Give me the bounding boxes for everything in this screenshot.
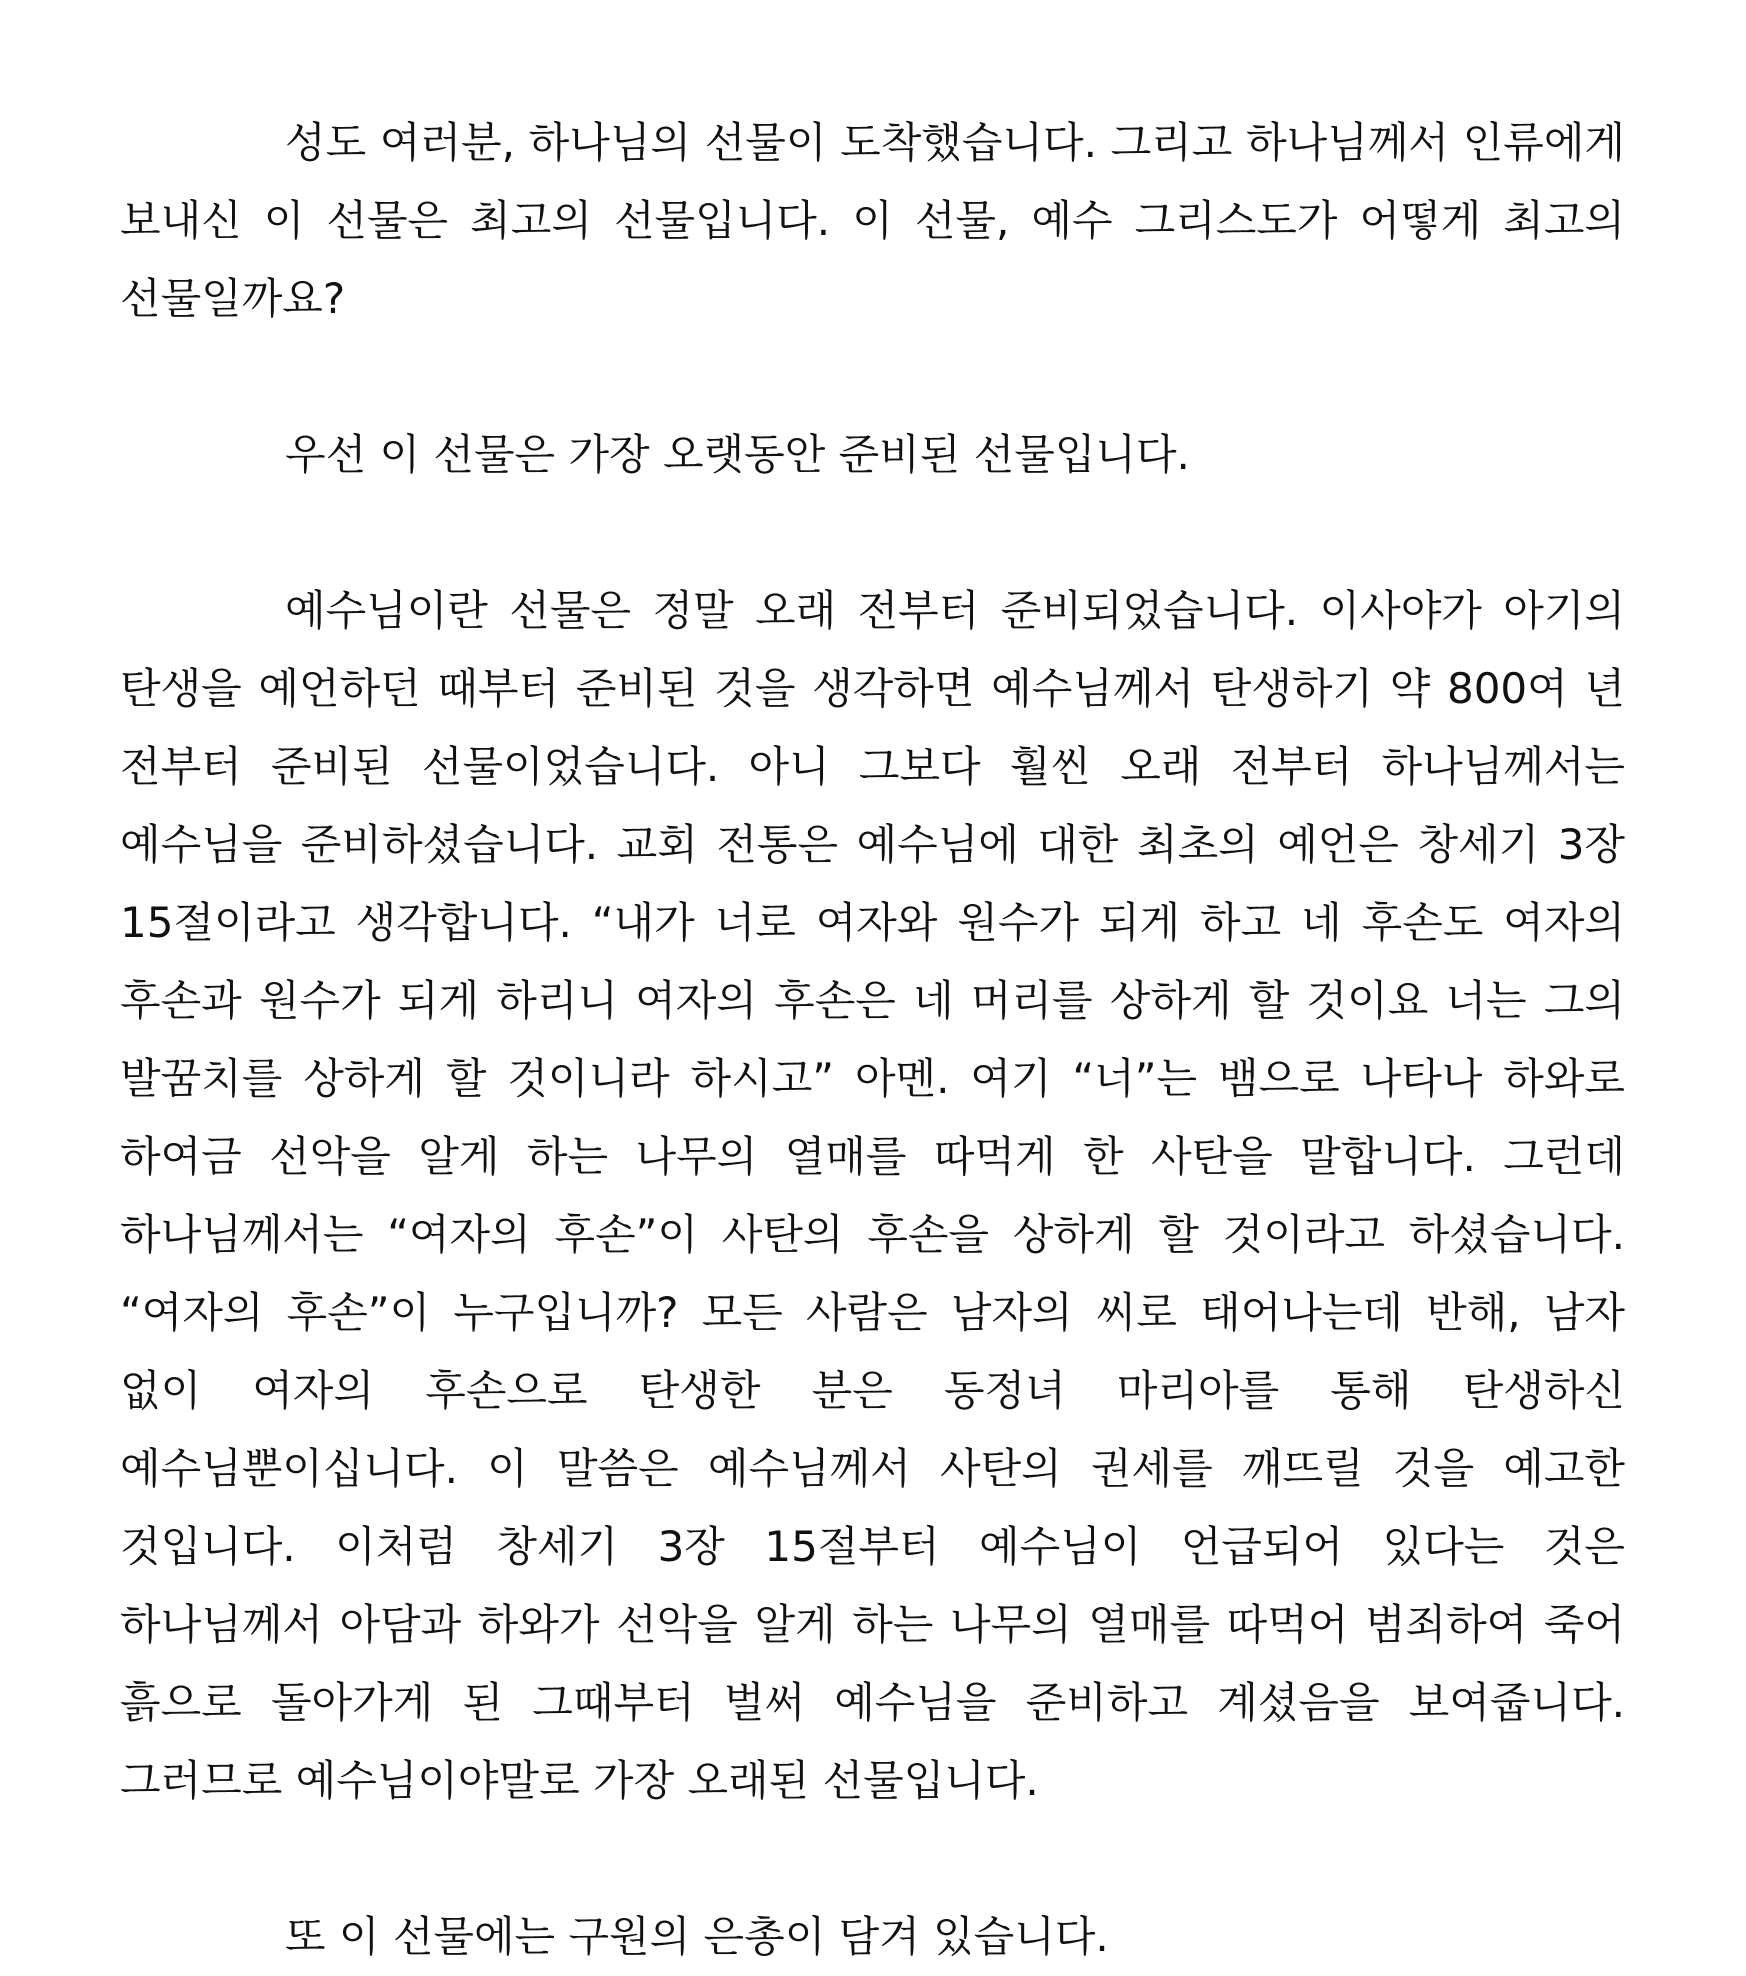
paragraph-second-point: 또 이 선물에는 구원의 은총이 담겨 있습니다. (285, 1912, 1109, 1961)
paragraph-first-point: 우선 이 선물은 가장 오랫동안 준비된 선물입니다. (285, 430, 1190, 479)
document-body (120, 104, 1625, 1976)
paragraph-prophecy: 예수님이란 선물은 정말 오래 전부터 준비되었습니다. 이사야가 아기의 탄생을 예언하던 때부터 준비된 것을 생각하면 예수님께서 탄생하기 약 800여 년 전부터 준비된 선물이었습니다. 아니 그보다 훨씬 오래 전부터 하나님께서는 예수님을 준비하셨습니다. 교회 전통은 예수님에 대한 최초의 예언은 창세기 3장 15절이라고 생각합니다. “내가 너로 여자와 원수가 되게 하고 네 후손도 여자의 후손과 원수가 되게 하리니 여자의 후손은 네 머리를 상하게 할 것이요 너는 그의 발꿈치를 상하게 할 것이니라 하시고” 아멘. 여기 “너”는 뱀으로 나타나 하와로 하여금 선악을 알게 하는 나무의 열매를 따먹게 한 사탄을 말합니다. 그런데 하나님께서는 “여자의 후손”이 사탄의 후손을 상하게 할 것이라고 하셨습니다. “여자의 후손”이 누구입니까? 모든 사람은 남자의 씨로 태어나는데 반해, 남자 없이 여자의 후손으로 탄생한 분은 동정녀 마리아를 통해 탄생하신 예수님뿐이십니다. 이 말씀은 예수님께서 사탄의 권세를 깨뜨릴 것을 예고한 것입니다. 이처럼 창세기 3장 15절부터 예수님이 언급되어 있다는 것은 하나님께서 아담과 하와가 선악을 알게 하는 나무의 열매를 따먹어 범죄하여 죽어 흙으로 돌아가게 된 그때부터 벌써 예수님을 준비하고 계셨음을 보여줍니다. 그러므로 예수님이야말로 가장 오래된 선물입니다. (120, 586, 1625, 1805)
paragraph-intro: 성도 여러분, 하나님의 선물이 도착했습니다. 그리고 하나님께서 인류에게 보내신 이 선물은 최고의 선물입니다. 이 선물, 예수 그리스도가 어떻게 최고의 선물일까요? (120, 118, 1625, 323)
paragraph-spacer (120, 494, 1625, 572)
paragraph-spacer (120, 1820, 1625, 1898)
paragraph-spacer (120, 338, 1625, 416)
